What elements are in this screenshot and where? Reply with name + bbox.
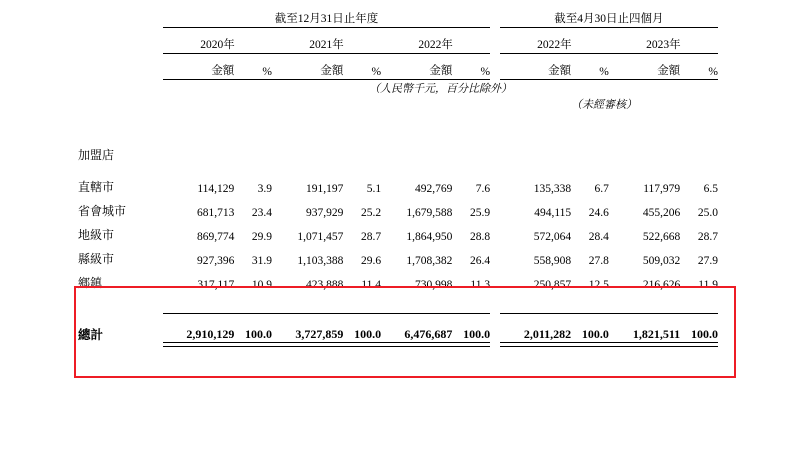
- total-value: 100.0: [691, 327, 718, 341]
- row-value: 114,129: [197, 183, 235, 195]
- header-amount-2022: 金額: [429, 65, 453, 77]
- row-value: 730,998: [415, 279, 453, 291]
- header-percent-2022: %: [480, 66, 491, 78]
- row-value: 11.9: [698, 279, 718, 291]
- row-value: 11.3: [470, 279, 491, 291]
- table-row: [78, 267, 718, 291]
- row-value: 28.8: [469, 231, 491, 243]
- row-value: 1,708,382: [406, 255, 453, 267]
- header-spacer: [78, 28, 718, 37]
- row-value: 26.4: [469, 255, 491, 267]
- row-value: 494,115: [534, 207, 572, 219]
- row-value: 572,064: [533, 231, 572, 243]
- row-label: 省會城市: [78, 204, 127, 218]
- empty-cell: [490, 10, 500, 26]
- row-value: 27.9: [697, 255, 718, 267]
- header-year-2022-interim: 2022年: [537, 39, 572, 51]
- row-value: 25.2: [360, 207, 382, 219]
- row-value: 5.1: [366, 183, 382, 195]
- row-value: 1,679,588: [406, 207, 453, 219]
- table-row: [78, 219, 718, 243]
- row-value: 216,626: [642, 279, 681, 291]
- row-value: 317,117: [197, 279, 235, 291]
- total-value: 100.0: [245, 327, 273, 341]
- empty-cell: [78, 36, 163, 52]
- row-value: 1,103,388: [297, 255, 344, 267]
- row-value: 25.9: [469, 207, 491, 219]
- header-amount-2023-interim: 金額: [657, 65, 681, 77]
- row-value: 509,032: [642, 255, 681, 267]
- header-year-2020: 2020年: [200, 39, 235, 51]
- unit-note-row: [78, 80, 718, 97]
- audit-note: （未經審核）: [571, 99, 638, 111]
- table-header-groups: [78, 10, 718, 26]
- header-amount-2022-interim: 金額: [548, 65, 572, 77]
- row-value: 455,206: [642, 207, 681, 219]
- header-year-2021: 2021年: [309, 39, 344, 51]
- total-value: 100.0: [354, 327, 382, 341]
- total-value: 6,476,687: [404, 327, 453, 341]
- row-value: 11.4: [361, 279, 382, 291]
- row-label: 縣級市: [78, 252, 115, 266]
- table-row: [78, 243, 718, 267]
- row-value: 25.0: [697, 207, 718, 219]
- header-percent-2022-interim: %: [599, 66, 609, 78]
- header-group-interim: 截至4月30日止四個月: [554, 13, 664, 25]
- total-label: 總計: [78, 327, 104, 342]
- total-value: 2,910,129: [186, 327, 235, 341]
- row-value: 29.9: [251, 231, 273, 243]
- row-label: 直轄市: [78, 180, 115, 194]
- row-value: 869,774: [196, 231, 235, 243]
- header-percent-2020: %: [262, 66, 273, 78]
- pre-section-spacer: [78, 112, 718, 146]
- empty-cell: [78, 62, 163, 78]
- total-value: 3,727,859: [295, 327, 344, 341]
- section-title-row: [78, 146, 718, 163]
- row-value: 1,864,950: [406, 231, 453, 243]
- audit-note-row: [78, 96, 718, 112]
- table-header-columns: [78, 62, 718, 78]
- header-group-annual: 截至12月31日止年度: [274, 13, 379, 25]
- row-value: 558,908: [533, 255, 572, 267]
- row-value: 927,396: [196, 255, 235, 267]
- row-value: 492,769: [415, 183, 453, 195]
- table-row: [78, 195, 718, 219]
- row-value: 28.4: [588, 231, 609, 243]
- row-value: 6.5: [703, 183, 718, 195]
- row-value: 6.7: [594, 183, 609, 195]
- header-spacer-2: [78, 54, 718, 63]
- unit-note: （人民幣千元，百分比除外）: [368, 83, 512, 95]
- row-label: 鄉鎮: [78, 276, 103, 290]
- total-rule-bottom: [78, 343, 718, 347]
- total-value: 1,821,511: [632, 327, 681, 341]
- row-value: 31.9: [251, 255, 273, 267]
- table-row: [78, 171, 718, 195]
- row-value: 937,929: [305, 207, 344, 219]
- header-year-2023-interim: 2023年: [646, 39, 681, 51]
- row-value: 28.7: [360, 231, 382, 243]
- header-amount-2020: 金額: [211, 65, 235, 77]
- header-amount-2021: 金額: [320, 65, 344, 77]
- pre-total-spacer: [78, 291, 718, 314]
- row-value: 250,857: [533, 279, 572, 291]
- row-value: 10.9: [251, 279, 273, 291]
- header-percent-2023-interim: %: [708, 66, 718, 78]
- header-percent-2021: %: [371, 66, 382, 78]
- row-value: 191,197: [305, 183, 344, 195]
- total-value: 2,011,282: [523, 327, 572, 341]
- franchise-revenue-table: [78, 10, 718, 347]
- row-value: 7.6: [475, 183, 491, 195]
- row-value: 28.7: [697, 231, 718, 243]
- section-title-franchise: 加盟店: [78, 148, 115, 162]
- row-value: 423,888: [305, 279, 344, 291]
- row-value: 23.4: [251, 207, 273, 219]
- section-title-spacer: [78, 163, 718, 171]
- row-value: 1,071,457: [297, 231, 344, 243]
- header-year-2022: 2022年: [418, 39, 453, 51]
- row-value: 3.9: [257, 183, 273, 195]
- total-value: 100.0: [463, 327, 491, 341]
- row-value: 522,668: [642, 231, 681, 243]
- row-value: 117,979: [643, 183, 681, 195]
- row-value: 27.8: [588, 255, 609, 267]
- total-value: 100.0: [581, 327, 609, 341]
- row-value: 135,338: [533, 183, 572, 195]
- empty-cell: [78, 10, 163, 26]
- row-value: 681,713: [196, 207, 235, 219]
- row-label: 地級市: [78, 228, 115, 242]
- table-header-years: [78, 36, 718, 52]
- row-value: 24.6: [588, 207, 609, 219]
- table-total-row: [78, 316, 718, 343]
- row-value: 12.5: [588, 279, 609, 291]
- row-value: 29.6: [360, 255, 382, 267]
